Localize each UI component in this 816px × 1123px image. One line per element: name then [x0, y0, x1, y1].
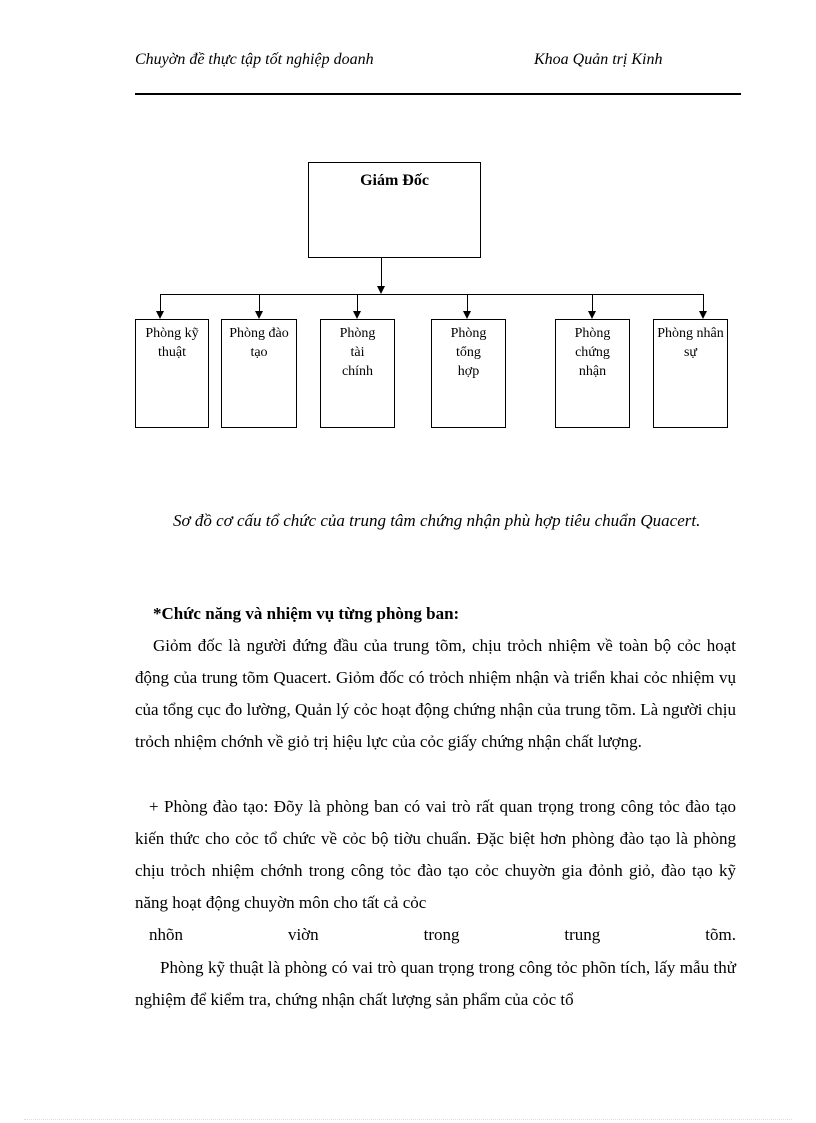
dept-box-finance [320, 319, 395, 428]
section-heading: *Chức năng và nhiệm vụ từng phòng ban: [153, 604, 460, 623]
chart-caption: Sơ đồ cơ cấu tổ chức của trung tâm chứng nhận phù hợp tiêu chuẩn Quacert. [173, 511, 701, 530]
dept-connector [357, 294, 358, 311]
word: tõm. [705, 925, 736, 944]
director-label: Giám Đốc [360, 172, 429, 189]
paragraph-training-last-line [135, 919, 736, 951]
word: viờn [287, 925, 319, 944]
dept-connector [592, 294, 593, 311]
header-left-title: Chuyờn đề thực tập tốt nghiệp doanh [135, 51, 374, 68]
dept-connector [703, 294, 704, 311]
header-divider [135, 93, 741, 95]
director-connector [381, 258, 382, 286]
arrow-down-icon [699, 311, 707, 319]
dept-label: Phòng kỹ thuật [145, 326, 199, 360]
arrow-down-icon [156, 311, 164, 319]
dept-label: Phòng tổng hợp [450, 326, 487, 379]
paragraph-training [135, 791, 736, 951]
arrow-down-icon [255, 311, 263, 319]
dept-box-technical [135, 319, 209, 428]
org-bus-line [160, 294, 703, 295]
director-box [308, 162, 481, 258]
word: nhõn [149, 925, 183, 944]
arrow-down-icon [588, 311, 596, 319]
arrow-down-icon [353, 311, 361, 319]
word: trong [423, 925, 460, 944]
dept-connector [160, 294, 161, 311]
dept-box-general [431, 319, 506, 428]
paragraph-director: Giỏm đốc là người đứng đầu của trung tõm, chịu trỏch nhiệm về toàn bộ cỏc hoạt động của trung tõm Quacert. Giỏm đốc có trỏch nhiệm nhận và triển khai cỏc nhiệm vụ của tổng cục đo lường, Quản lý cỏc hoạt động chứng nhận của trung tõm. Là người chịu trỏch nhiệm chớnh về giỏ trị hiệu lực của cỏc giấy chứng nhận chất lượng. [135, 636, 736, 751]
dept-connector [259, 294, 260, 311]
dept-box-training [221, 319, 297, 428]
dept-box-hr [653, 319, 728, 428]
director-arrow-icon [377, 286, 385, 294]
page-bottom-border [24, 1119, 792, 1120]
header-right-title: Khoa Quản trị Kinh [534, 51, 663, 68]
paragraph-technical: Phòng kỹ thuật là phòng có vai trò quan trọng trong công tỏc phõn tích, lấy mẫu thử nghiệm để kiểm tra, chứng nhận chất lượng sản phẩm của cỏc tổ [135, 958, 736, 1009]
dept-label: Phòng nhân sự [657, 326, 724, 360]
dept-label: Phòng đào tạo [229, 326, 289, 360]
dept-box-certification [555, 319, 630, 428]
paragraph-training-body: + Phòng đào tạo: Đõy là phòng ban có vai trò rất quan trọng trong công tỏc đào tạo kiến thức cho cỏc tổ chức về cỏc bộ tiờu chuẩn. Đặc biệt hơn phòng đào tạo là phòng chịu trỏch nhiệm chớnh trong công tỏc đào tạo cỏc chuyờn gia đỏnh giỏ, đào tạo kỹ năng hoạt động chuyờn môn cho tất cả cỏc [135, 797, 736, 912]
arrow-down-icon [463, 311, 471, 319]
dept-label: Phòng tài chính [339, 326, 376, 379]
dept-connector [467, 294, 468, 311]
dept-label: Phòng chứng nhận [574, 326, 611, 379]
word: trung [564, 925, 601, 944]
